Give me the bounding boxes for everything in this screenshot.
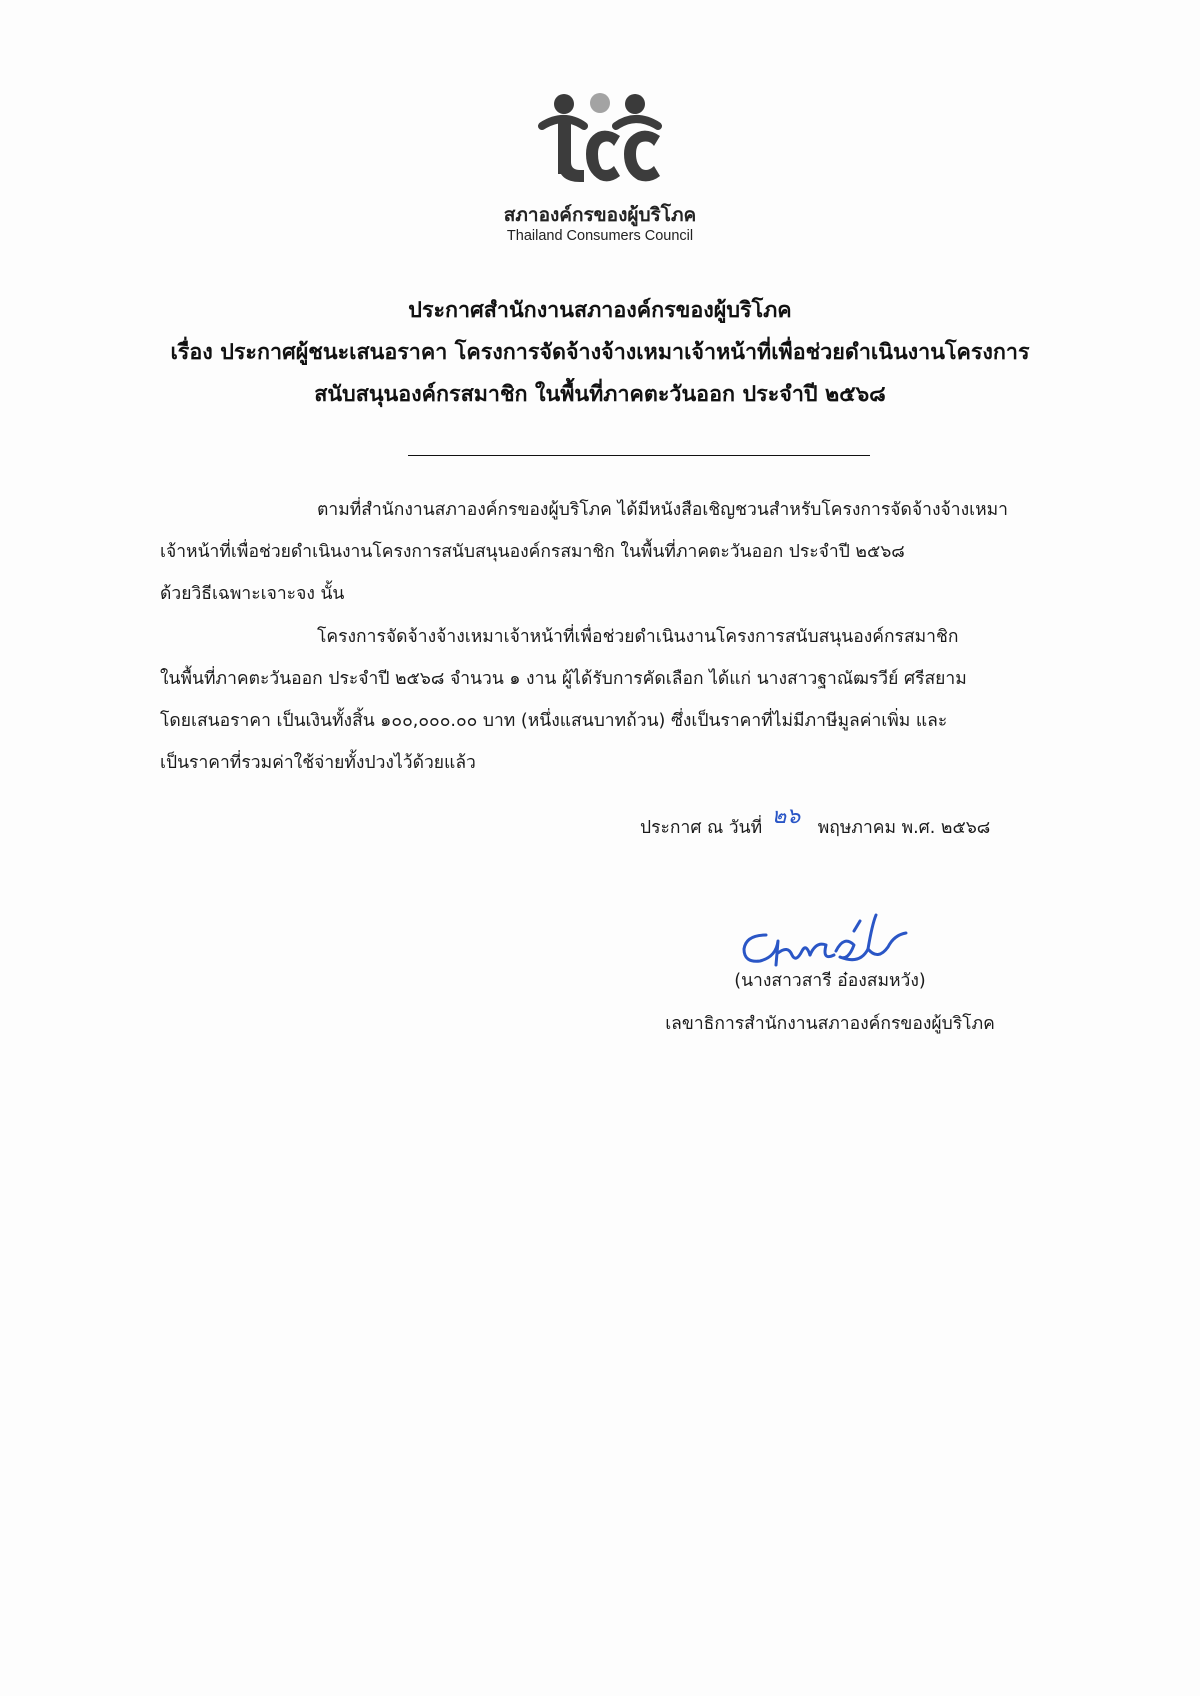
date-day-handwritten: ๒๖ xyxy=(771,804,801,829)
header-divider xyxy=(408,455,870,456)
announcement-date xyxy=(640,804,991,843)
paragraph-2-line-1: โครงการจัดจ้างจ้างเหมาเจ้าหน้าที่เพื่อช่วยดำเนินงานโครงการสนับสนุนองค์กรสมาชิก xyxy=(317,627,959,647)
logo-org-name-en: Thailand Consumers Council xyxy=(506,228,694,244)
logo-c2 xyxy=(624,131,660,182)
paragraph-2-line-2: ในพื้นที่ภาคตะวันออก ประจำปี ๒๕๖๘ จำนวน ๑ งาน ผู้ได้รับการคัดเลือก ได้แก่ นางสาวฐาณัฒรวีย์ ศรีสยาม xyxy=(160,669,967,689)
paragraph-2-line-4: เป็นราคาที่รวมค่าใช้จ่ายทั้งปวงไว้ด้วยแล้ว xyxy=(160,753,476,773)
logo-arc-right xyxy=(616,119,658,126)
signer-name: (นางสาวสารี อ๋องสมหวัง) xyxy=(734,971,926,991)
logo-org-name-th: สภาองค์กรของผู้บริโภค xyxy=(503,204,697,226)
date-suffix: พฤษภาคม พ.ศ. ๒๕๖๘ xyxy=(817,818,991,838)
logo-t-foot xyxy=(558,162,584,182)
logo-dot-middle xyxy=(590,93,610,113)
handwritten-signature xyxy=(736,905,916,971)
paragraph-1-line-3: ด้วยวิธีเฉพาะเจาะจง นั้น xyxy=(160,584,345,604)
signer-title: เลขาธิการสำนักงานสภาองค์กรของผู้บริโภค xyxy=(665,1014,995,1034)
header-line-1: ประกาศสำนักงานสภาองค์กรของผู้บริโภค xyxy=(408,298,792,323)
logo-dot-right xyxy=(625,94,645,114)
logo-dot-left xyxy=(554,94,574,114)
header-line-2: เรื่อง ประกาศผู้ชนะเสนอราคา โครงการจัดจ้างจ้างเหมาเจ้าหน้าที่เพื่อช่วยดำเนินงานโครงการ xyxy=(170,340,1030,365)
tcc-logo xyxy=(470,92,730,252)
paragraph-1-line-1: ตามที่สำนักงานสภาองค์กรของผู้บริโภค ได้มีหนังสือเชิญชวนสำหรับโครงการจัดจ้างจ้างเหมา xyxy=(317,500,1008,520)
paragraph-2-line-3: โดยเสนอราคา เป็นเงินทั้งสิ้น ๑๐๐,๐๐๐.๐๐ บาท (หนึ่งแสนบาทถ้วน) ซึ่งเป็นราคาที่ไม่มีภาษีมูลค่าเพิ่ม และ xyxy=(160,711,948,731)
header-line-3: สนับสนุนองค์กรสมาชิก ในพื้นที่ภาคตะวันออก ประจำปี ๒๕๖๘ xyxy=(314,382,886,407)
logo-c1 xyxy=(586,131,620,182)
announcement-header xyxy=(140,290,1060,416)
tcc-logo-mark xyxy=(536,92,664,190)
date-prefix: ประกาศ ณ วันที่ xyxy=(640,818,763,838)
paragraph-1-line-2: เจ้าหน้าที่เพื่อช่วยดำเนินงานโครงการสนับสนุนองค์กรสมาชิก ในพื้นที่ภาคตะวันออก ประจำปี ๒๕๖๘ xyxy=(160,542,905,562)
